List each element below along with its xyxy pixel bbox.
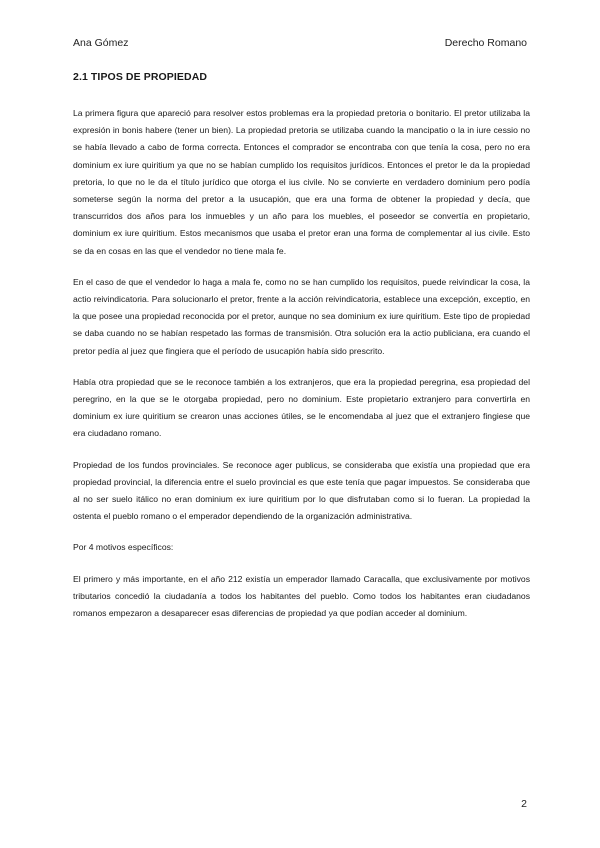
- paragraph-caracalla: El primero y más importante, en el año 212 existía un emperador llamado Caracalla, que exclusivamente por motivos tributarios concedió la ciudadanía a todos los habitantes del pueblo. Como todos los habitantes eran ciudadanos romanos empezaron a desaparecer esas diferencias de propiedad ya que podían acceder al dominium.: [73, 573, 530, 619]
- header-subject: Derecho Romano: [444, 37, 527, 49]
- page-number: 2: [521, 798, 527, 810]
- paragraph-propiedad-pretoria: La primera figura que apareció para resolver estos problemas era la propiedad pretoria o bonitario. El pretor utilizaba la expresión in bonis habere (tener un bien). La propiedad pretoria se utilizaba cuando la mancipatio o la in iure cessio no se había llevado a cabo de forma correcta. Entonces el comprador se encontraba con que tenía la cosa, pero no era dominium ex iure quiritium ya que no se habían cumplido los requisitos jurídicos. Entonces el pretor le da la propiedad pretoria, lo que no le da el título jurídico que otorga el ius civile. No se convierte en verdadero dominium pero podía someterse según la norma del pretor a la usucapión, que era una forma de obtener la propiedad y decía, que transcurridos dos años para los inmuebles y un año para los muebles, el poseedor se convertía en propietario, dominium ex iure quiritium. Estos mecanismos que usaba el pretor eran una forma de complementar al ius civile. Esto se da en cosas en las que el vendedor no tiene mala fe.: [73, 108, 530, 256]
- paragraph-motivos-intro: Por 4 motivos específicos:: [73, 542, 174, 553]
- paragraph-mala-fe: En el caso de que el vendedor lo haga a mala fe, como no se han cumplido los requisitos, puede reivindicar la cosa, la actio reivindicatoria. Para solucionarlo el pretor, frente a la acción reivindicatoria, establece una excepción, exceptio, en la que posee una propiedad reconocida por el pretor, aunque no sea dominium ex iure quiritium. Este tipo de propiedad se daba cuando no se habían respetado las formas de transmisión. Otra solución era la actio publiciana, era cuando el pretor pedía al juez que fingiera que el período de usucapión había sido prescrito.: [73, 276, 530, 356]
- paragraph-fundos-provinciales: Propiedad de los fundos provinciales. Se reconoce ager publicus, se consideraba que existía una propiedad que era propiedad provincial, la diferencia entre el suelo provincial es que este tenía que pagar impuestos. Se consideraba que al no ser suelo itálico no eran dominium ex iure quiritium por lo que disfrutaban como si lo fueran. La propiedad la ostenta el pueblo romano o el emperador dependiendo de la organización administrativa.: [73, 459, 530, 522]
- section-title: 2.1 TIPOS DE PROPIEDAD: [73, 71, 208, 83]
- header-author: Ana Gómez: [73, 37, 129, 49]
- page-body: [73, 71, 530, 636]
- paragraph-propiedad-peregrina: Había otra propiedad que se le reconoce también a los extranjeros, que era la propiedad peregrina, esa propiedad del peregrino, en la que se le otorgaba propiedad, pero no dominium. Este propietario extranjero para convertirla en dominium ex iure quiritium se crearon unas acciones útiles, se le encomendaba al juez que el extranjero fingiese que era ciudadano romano.: [73, 376, 530, 439]
- running-header: [73, 37, 527, 53]
